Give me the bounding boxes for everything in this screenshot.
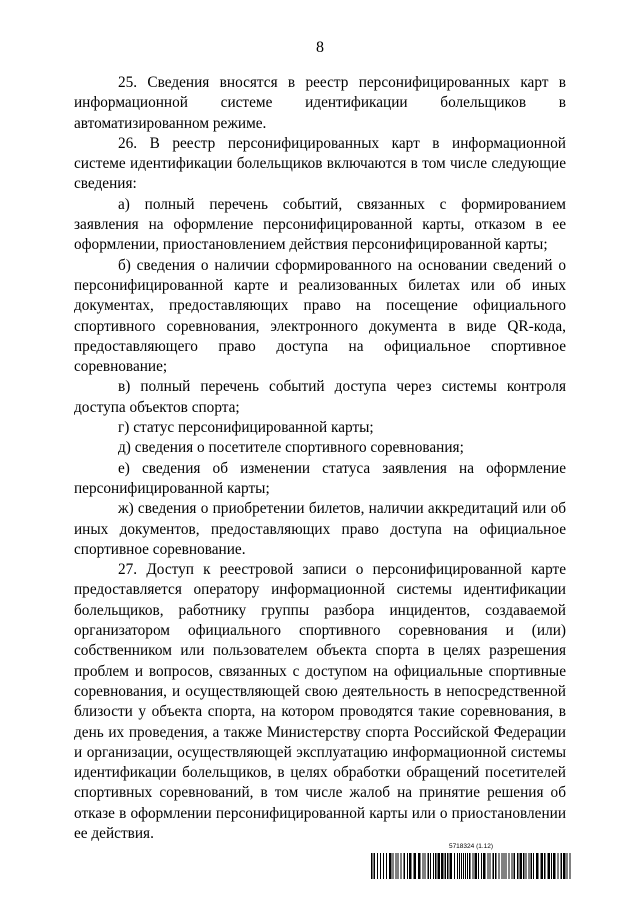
list-item-a: а) полный перечень событий, связанных с формированием заявления на оформление персонифицированной карты, отказом в ее оформлении, приостановлением действия персонифицированной карты; <box>74 195 566 254</box>
list-item-d: д) сведения о посетителе спортивного соревнования; <box>118 439 464 457</box>
list-item-v: в) полный перечень событий доступа через системы контроля доступа объектов спорта; <box>74 378 566 416</box>
barcode-block <box>370 843 572 879</box>
document-body <box>74 73 566 844</box>
barcode-image <box>370 853 572 879</box>
list-item-b: б) сведения о наличии сформированного на основании сведений о персонифицированной карте и реализованных билетах или об иных документах, предоставляющих право на посещение официального спортивного соревнования, электронного документа в виде QR-кода, предоставляющего право доступа на официальное спортивное соревнование; <box>74 256 566 376</box>
list-item-g: г) статус персонифицированной карты; <box>118 419 374 437</box>
paragraph-25: 25. Сведения вносятся в реестр персонифицированных карт в информационной системе идентификации болельщиков в автоматизированном режиме. <box>74 74 566 132</box>
paragraph-26: 26. В реестр персонифицированных карт в информационной системе идентификации болельщиков включаются в том числе следующие сведения: <box>74 134 566 193</box>
page-number: 8 <box>316 39 324 56</box>
list-item-zh: ж) сведения о приобретении билетов, наличии аккредитаций или об иных документов, предоставляющих право доступа на официальное спортивное соревнование. <box>74 500 566 558</box>
list-item-e: е) сведения об изменении статуса заявления на оформление персонифицированной карты; <box>74 459 566 497</box>
barcode-label: 5718324 (1.12) <box>448 843 494 850</box>
paragraph-27: 27. Доступ к реестровой записи о персонифицированной карте предоставляется оператору информационной системы идентификации болельщиков, работнику группы разбора инцидентов, создаваемой организатором официального спортивного соревнования и (или) собственником или пользователем объекта спорта в целях разрешения проблем и вопросов, связанных с доступом на официальные спортивные соревнования, и осуществляющей свою деятельность в непосредственной близости у объекта спорта, на котором проводятся такие соревнования, в день их проведения, а также Министерству спорта Российской Федерации и организации, осуществляющей эксплуатацию информационной системы идентификации болельщиков, в целях обработки обращений посетителей спортивных соревнований, в том числе жалоб на принятие решения об отказе в оформлении персонифицированной карты или о приостановлении ее действия. <box>74 561 566 842</box>
